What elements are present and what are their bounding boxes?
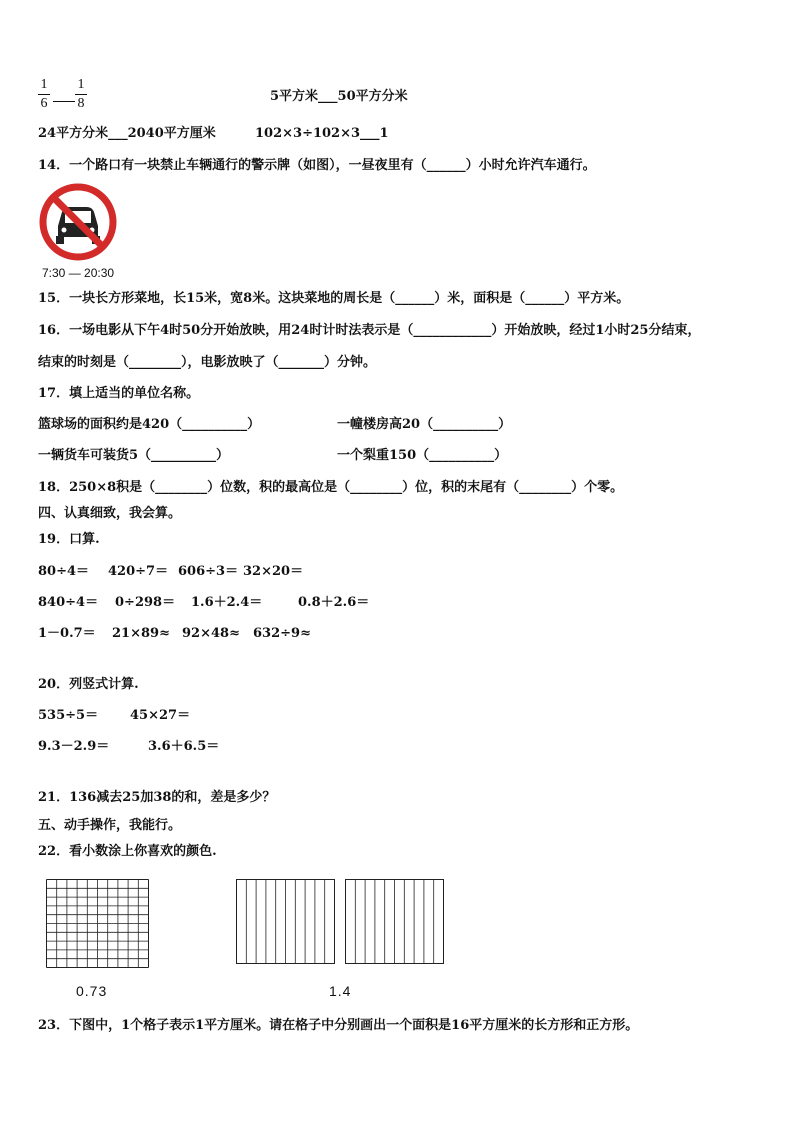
compare-blank[interactable] (53, 93, 75, 102)
question-15: 15．一块长方形菜地，长15米，宽8米。这块菜地的周长是（______）米，面积是（______）平方米。 (38, 291, 630, 306)
question-17-title: 17．填上适当的单位名称。 (38, 386, 200, 401)
question-22-title: 22．看小数涂上你喜欢的颜色. (38, 844, 217, 859)
section-5-heading: 五、动手操作，我能行。 (38, 818, 182, 833)
oral-calc-item: 606÷3＝ (178, 564, 239, 579)
vertical-calc-item: 3.6＋6.5＝ (148, 739, 220, 754)
question-16-line-2: 结束的时刻是（________），电影放映了（_______）分钟。 (38, 355, 377, 370)
question-14: 14．一个路口有一块禁止车辆通行的警示牌（如图），一昼夜里有（______）小时允许汽车通行。 (38, 158, 596, 173)
vertical-calc-item: 9.3－2.9＝ (38, 739, 110, 754)
label-1-4: 1.4 (329, 983, 352, 999)
compare-calc: 102×3÷102×3___1 (255, 126, 389, 141)
oral-calc-item: 0÷298＝ (115, 595, 176, 610)
question-21: 21．136减去25加38的和，差是多少？ (38, 790, 276, 805)
question-23: 23．下图中，1个格子表示1平方厘米。请在格子中分别画出一个面积是16平方厘米的长方形和正方形。 (38, 1018, 639, 1033)
vertical-calc-item: 45×27＝ (130, 708, 191, 723)
oral-calc-item: 420÷7＝ (108, 564, 169, 579)
question-17-c: 一辆货车可装货5（__________） (38, 448, 230, 463)
fraction-one-eighth (75, 77, 87, 112)
oral-calc-item: 0.8＋2.6＝ (298, 595, 370, 610)
question-16-line-1: 16．一场电影从下午4时50分开始放映，用24时计时法表示是（____________）开始放映，经过1小时25分结束， (38, 323, 701, 338)
fraction-numerator: 1 (40, 77, 48, 92)
fraction-numerator: 1 (77, 77, 85, 92)
oral-calc-item: 80÷4＝ (38, 564, 90, 579)
hundred-grid[interactable] (46, 879, 150, 973)
fraction-one-sixth (38, 77, 50, 112)
oral-calc-item: 32×20＝ (243, 564, 304, 579)
tenths-strip-1[interactable] (236, 879, 336, 969)
compare-area-2: 24平方分米___2040平方厘米 (38, 126, 216, 141)
hundred-grid-svg (46, 879, 150, 969)
fraction-bar (38, 94, 50, 95)
fraction-denominator: 6 (40, 96, 48, 111)
oral-calc-item: 1－0.7＝ (38, 626, 96, 641)
question-20-title: 20．列竖式计算. (38, 677, 139, 692)
oral-calc-item: 840÷4＝ (38, 595, 99, 610)
oral-calc-item: 1.6＋2.4＝ (191, 595, 263, 610)
no-vehicle-sign (38, 182, 118, 262)
question-17-a: 篮球场的面积约是420（__________） (38, 417, 261, 432)
oral-calc-item: 21×89≈ (112, 626, 170, 641)
oral-calc-item: 632÷9≈ (253, 626, 311, 641)
section-4-heading: 四、认真细致，我会算。 (38, 506, 182, 521)
question-17-d: 一个梨重150（__________） (337, 448, 508, 463)
question-19-title: 19．口算. (38, 532, 100, 547)
fraction-denominator: 8 (77, 96, 85, 111)
tenths-strip-2[interactable] (345, 879, 445, 969)
oral-calc-item: 92×48≈ (182, 626, 240, 641)
fraction-bar (75, 94, 87, 95)
no-car-icon (38, 182, 118, 262)
tenths-strip-svg (345, 879, 445, 965)
question-17-b: 一幢楼房高20（__________） (337, 417, 512, 432)
vertical-calc-item: 535÷5＝ (38, 708, 99, 723)
compare-area-1: 5平方米___50平方分米 (270, 89, 408, 104)
label-0-73: 0.73 (76, 983, 108, 999)
question-18: 18．250×8积是（________）位数，积的最高位是（________）位，积的末尾有（________）个零。 (38, 480, 624, 495)
sign-time-label: 7:30 — 20:30 (42, 266, 115, 280)
tenths-strip-svg (236, 879, 336, 965)
